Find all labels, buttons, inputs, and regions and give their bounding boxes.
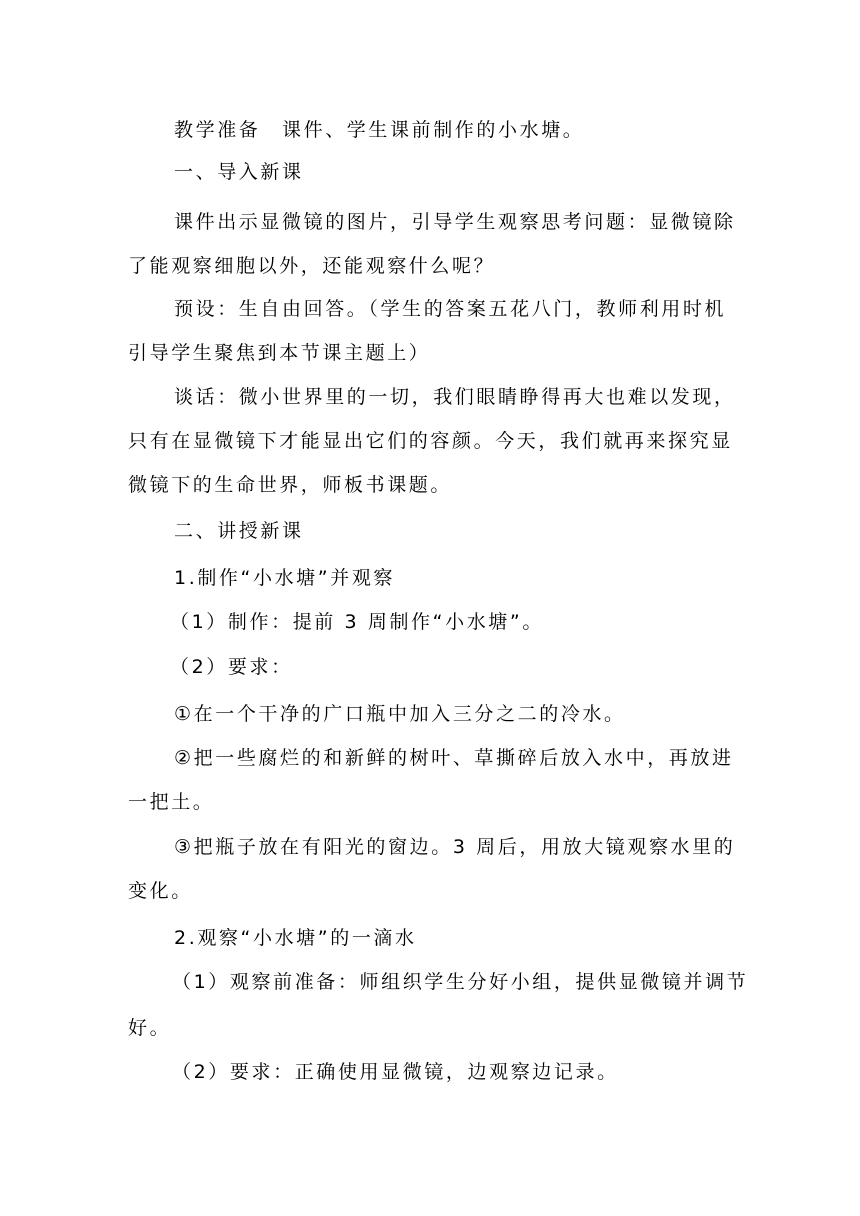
teaching-prep-line: 教学准备 课件、学生课前制作的小水塘。 [174, 119, 585, 141]
paragraph-line: 预设：生自由回答。（学生的答案五花八门，教师利用时机 [174, 298, 727, 320]
paragraph-line: 一把土。 [128, 791, 215, 813]
paragraph-line: 微镜下的生命世界，师板书课题。 [128, 474, 453, 496]
list-item: ②把一些腐烂的和新鲜的树叶、草撕碎后放入水中，再放进 [174, 747, 734, 769]
paragraph-line: 谈话：微小世界里的一切，我们眼睛睁得再大也难以发现， [174, 386, 736, 408]
section-heading-intro: 一、导入新课 [174, 161, 304, 183]
list-item: ③把瓶子放在有阳光的窗边。3 周后，用放大镜观察水里的 [174, 836, 736, 858]
paragraph-line: 了能观察细胞以外，还能观察什么呢？ [128, 255, 496, 277]
section-heading-lesson: 二、讲授新课 [174, 520, 304, 542]
paragraph-line: 好。 [128, 1017, 172, 1039]
list-item: ①在一个干净的广口瓶中加入三分之二的冷水。 [174, 703, 626, 725]
paragraph-line: 引导学生聚焦到本节课主题上） [128, 342, 431, 364]
list-item: （2）要求： [170, 656, 293, 678]
paragraph-line: 变化。 [128, 880, 193, 902]
subsection-heading: 2.观察“小水塘”的一滴水 [174, 927, 417, 949]
paragraph-line: 课件出示显微镜的图片，引导学生观察思考问题：显微镜除 [174, 211, 736, 233]
list-item: （1）制作：提前 3 周制作“小水塘”。 [170, 611, 544, 633]
subsection-heading: 1.制作“小水塘”并观察 [174, 567, 396, 589]
list-item: （1）观察前准备：师组织学生分好小组，提供显微镜并调节 [172, 971, 749, 993]
paragraph-line: 只有在显微镜下才能显出它们的容颜。今天，我们就再来探究显 [128, 430, 733, 452]
list-item: （2）要求：正确使用显微镜，边观察边记录。 [172, 1061, 619, 1083]
